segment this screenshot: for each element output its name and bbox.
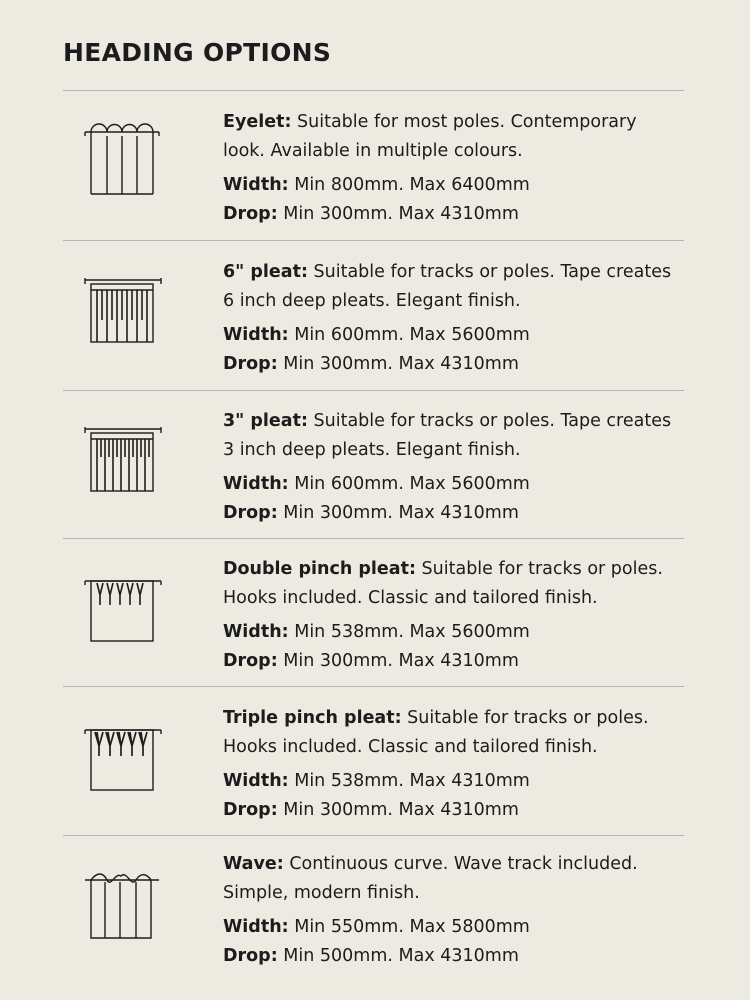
drop-value: Min 300mm. Max 4310mm: [277, 650, 519, 671]
width-label: Width:: [223, 474, 289, 494]
width-value: Min 600mm. Max 5600mm: [288, 474, 530, 494]
option-row-wave: [63, 850, 684, 998]
drop-label: Drop:: [223, 799, 278, 820]
divider: [63, 835, 684, 836]
drop-label: Drop:: [223, 945, 278, 966]
drop-value: Min 500mm. Max 4310mm: [277, 945, 519, 966]
divider: [63, 390, 684, 391]
option-description: Suitable for tracks or poles. Hooks included. Classic and tailored finish.: [223, 559, 663, 608]
divider: [63, 90, 684, 91]
six-inch-pleat-curtain-icon: [83, 270, 163, 350]
divider: [63, 686, 684, 687]
width-value: Min 550mm. Max 5800mm: [288, 917, 530, 937]
width-label: Width:: [223, 175, 289, 195]
drop-value: Min 300mm. Max 4310mm: [277, 799, 519, 820]
double-pinch-pleat-curtain-icon: [83, 569, 163, 649]
width-value: Min 800mm. Max 6400mm: [288, 175, 530, 195]
width-label: Width:: [223, 917, 289, 937]
option-name: Double pinch pleat:: [223, 559, 416, 579]
option-row-six-inch-pleat: [63, 258, 684, 406]
option-name: Eyelet:: [223, 112, 292, 132]
width-value: Min 538mm. Max 5600mm: [288, 622, 530, 642]
drop-label: Drop:: [223, 203, 278, 224]
three-inch-pleat-curtain-icon: [83, 419, 163, 499]
option-description: Suitable for most poles. Contemporary look. Available in multiple colours.: [223, 112, 637, 161]
width-value: Min 538mm. Max 4310mm: [288, 771, 530, 791]
triple-pinch-pleat-curtain-icon: [83, 718, 163, 798]
option-row-eyelet: [63, 108, 684, 256]
option-row-three-inch-pleat: [63, 407, 684, 555]
wave-curtain-icon: [83, 866, 163, 946]
width-label: Width:: [223, 771, 289, 791]
drop-value: Min 300mm. Max 4310mm: [277, 203, 519, 224]
option-row-triple-pinch-pleat: [63, 704, 684, 852]
eyelet-curtain-icon: [83, 118, 163, 198]
width-label: Width:: [223, 622, 289, 642]
option-name: Wave:: [223, 854, 284, 874]
option-description: Suitable for tracks or poles. Tape creates 3 inch deep pleats. Elegant finish.: [223, 411, 672, 460]
drop-label: Drop:: [223, 502, 278, 523]
width-label: Width:: [223, 325, 289, 345]
option-row-double-pinch-pleat: [63, 555, 684, 703]
page-title: HEADING OPTIONS: [63, 38, 332, 67]
divider: [63, 240, 684, 241]
divider: [63, 538, 684, 539]
option-name: 3" pleat:: [223, 411, 308, 431]
width-value: Min 600mm. Max 5600mm: [288, 325, 530, 345]
option-description: Suitable for tracks or poles. Tape creates 6 inch deep pleats. Elegant finish.: [223, 262, 672, 311]
option-name: Triple pinch pleat:: [223, 708, 402, 728]
option-name: 6" pleat:: [223, 262, 308, 282]
drop-value: Min 300mm. Max 4310mm: [277, 353, 519, 374]
option-description: Suitable for tracks or poles. Hooks included. Classic and tailored finish.: [223, 708, 649, 757]
drop-label: Drop:: [223, 650, 278, 671]
drop-label: Drop:: [223, 353, 278, 374]
drop-value: Min 300mm. Max 4310mm: [277, 502, 519, 523]
option-description: Continuous curve. Wave track included. Simple, modern finish.: [223, 854, 638, 903]
